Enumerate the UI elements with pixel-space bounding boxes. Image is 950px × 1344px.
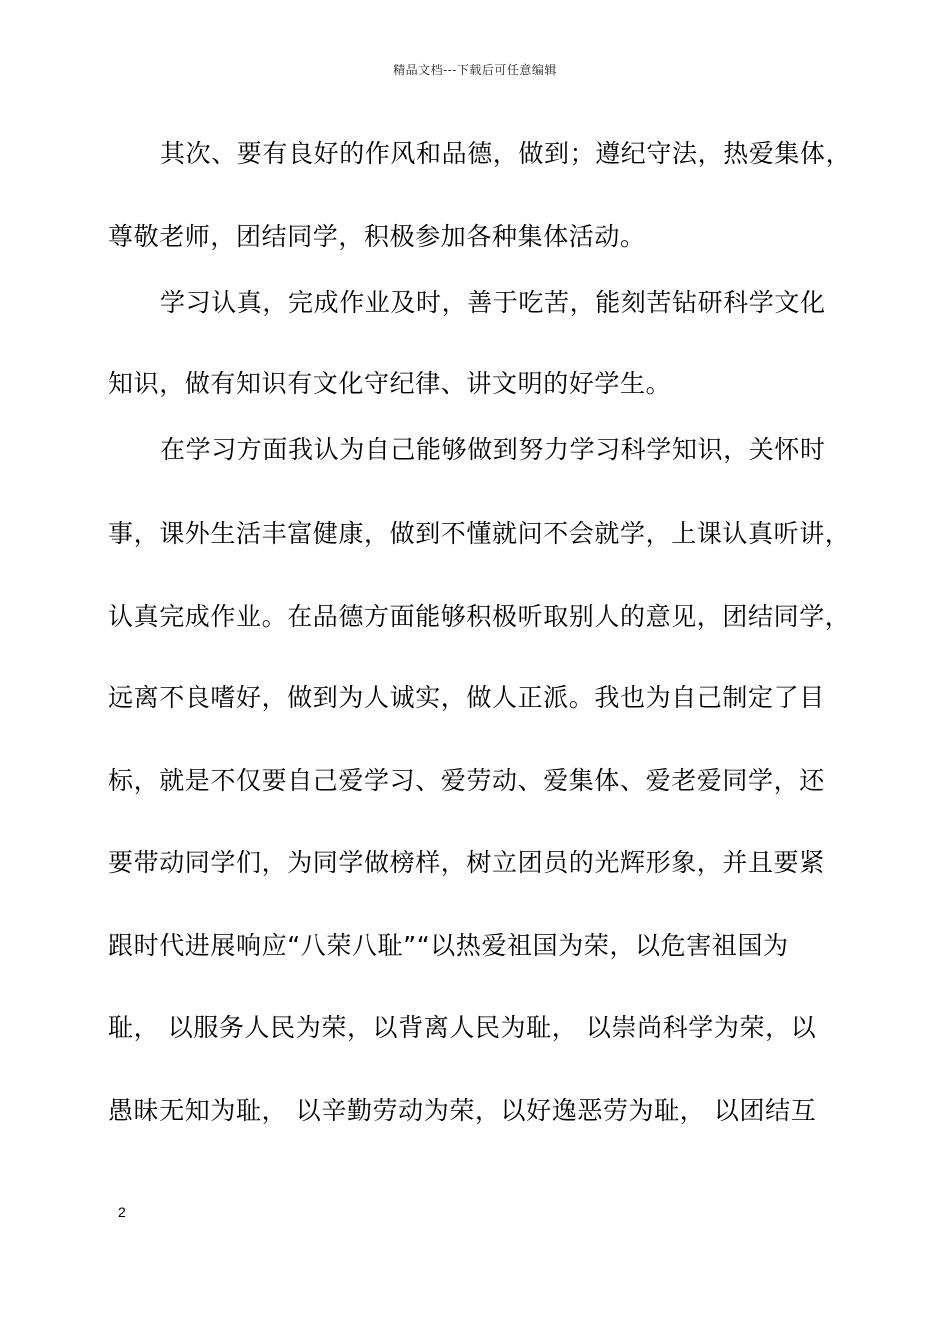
page-number: 2 [118, 1204, 126, 1220]
paragraph-line: 在学习方面我认为自己能够做到努力学习科学知识，关怀时 [160, 435, 826, 464]
paragraph-line: 尊敬老师，团结同学，积极参加各种集体活动。 [108, 222, 646, 251]
paragraph-line: 要带动同学们，为同学做榜样，树立团员的光辉形象，并且要紧 [108, 848, 825, 877]
paragraph-line: 标，就是不仅要自己爱学习、爱劳动、爱集体、爱老爱同学，还 [108, 766, 825, 795]
paragraph-line: 知识，做有知识有文化守纪律、讲文明的好学生。 [108, 369, 672, 398]
paragraph-line: 事，课外生活丰富健康，做到不懂就问不会就学，上课认真听讲， [108, 519, 851, 548]
paragraph-line: 耻， 以服务人民为荣，以背离人民为耻， 以崇尚科学为荣，以 [108, 1013, 817, 1042]
paragraph-line: 学习认真，完成作业及时，善于吃苦，能刻苦钻研科学文化 [160, 288, 826, 317]
paragraph-line: 跟时代进展响应“八荣八耻”“以热爱祖国为荣，以危害祖国为 [108, 931, 789, 960]
paragraph-line: 远离不良嗜好，做到为人诚实，做人正派。我也为自己制定了目 [108, 683, 825, 712]
paragraph-line: 认真完成作业。在品德方面能够积极听取别人的意见，团结同学， [108, 602, 851, 631]
paragraph-line: 其次、要有良好的作风和品德，做到；遵纪守法，热爱集体， [160, 139, 852, 168]
page-header: 精品文档---下载后可任意编辑 [393, 63, 557, 77]
paragraph-line: 愚昧无知为耻， 以辛勤劳动为荣，以好逸恶劳为耻， 以团结互 [108, 1096, 817, 1125]
